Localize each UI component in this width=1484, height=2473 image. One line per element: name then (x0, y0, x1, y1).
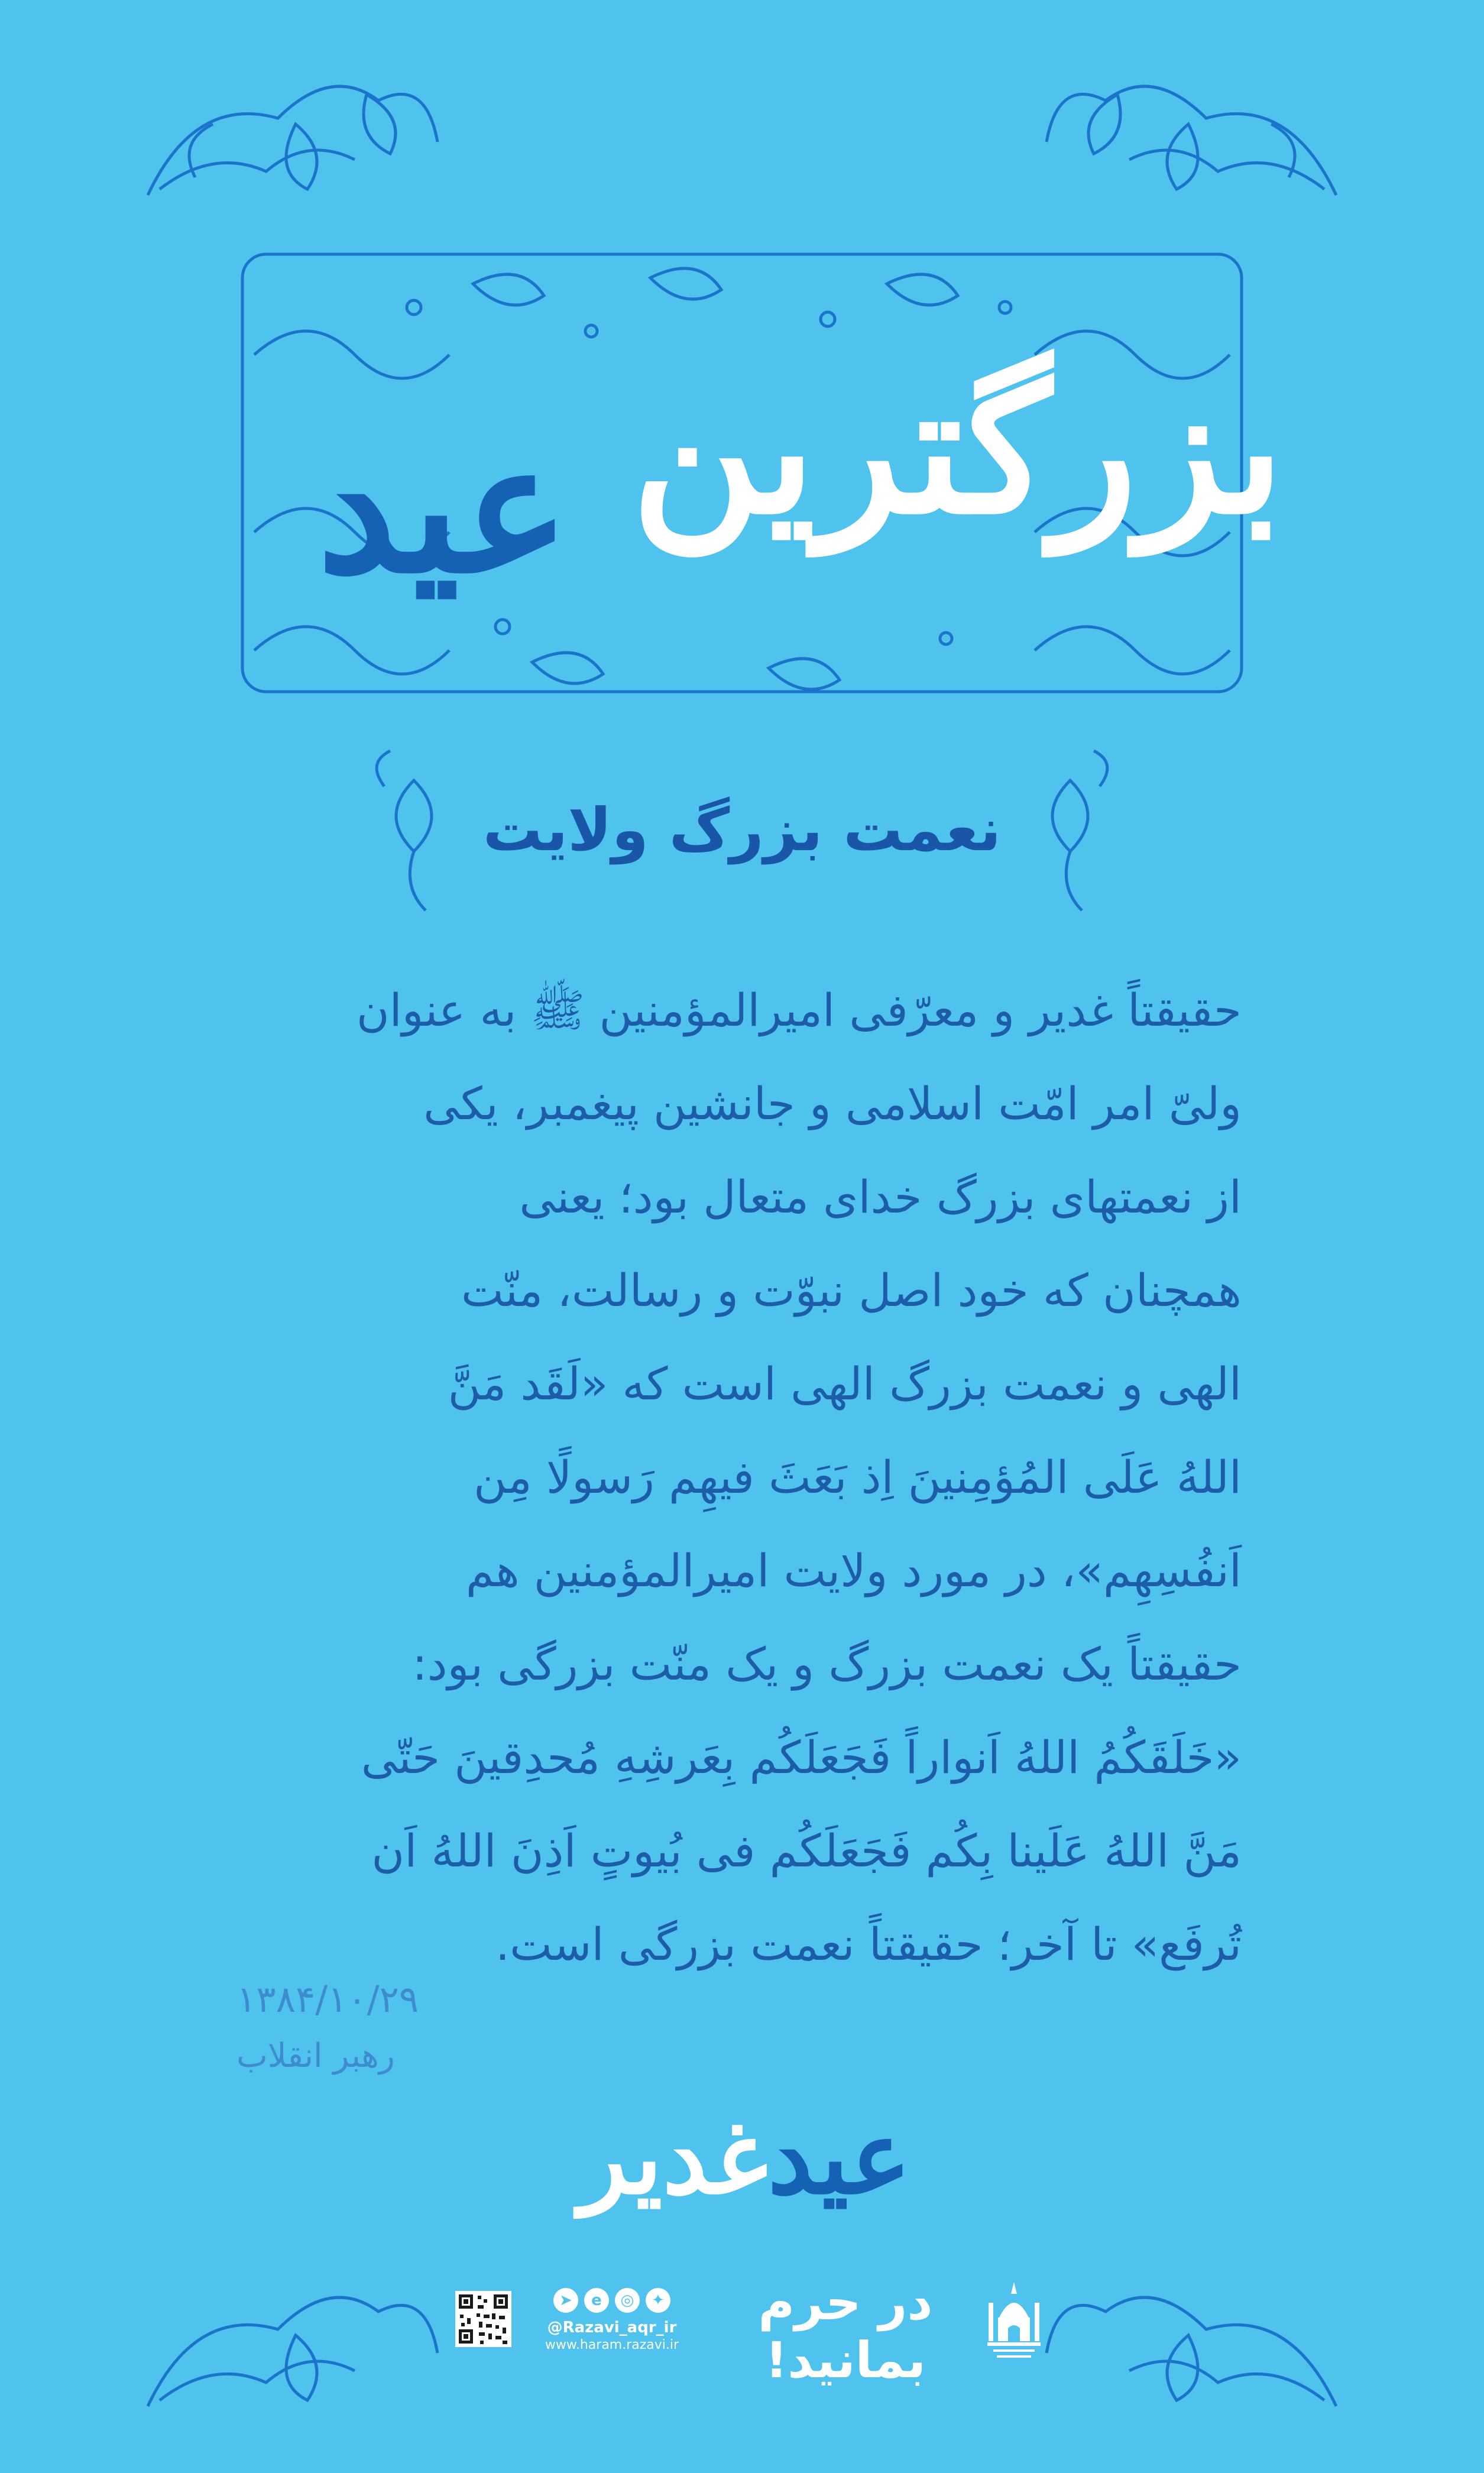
website-link[interactable]: www.haram.razavi.ir (545, 2338, 679, 2352)
social-icons-row (535, 2288, 689, 2313)
headline-blue-word: عید (317, 404, 570, 612)
eitaa-icon[interactable]: e (584, 2288, 609, 2313)
footer-slogan: در حرم بمانید! (758, 2273, 933, 2389)
quote-line: حقیقتاً غدیر و معرّفی امیرالمؤمنین ﷺ به عنوان (356, 984, 1242, 1036)
aparat-icon[interactable]: ✦ (646, 2288, 670, 2313)
quote-line: اللهُ عَلَی المُؤمِنینَ اِذ بَعَثَ فیهِم رَسولًا مِن (474, 1451, 1242, 1503)
quote-date: ۱۳۸۴/۱۰/۲۹ (236, 1978, 419, 2021)
subtitle: نعمت بزرگ ولایت (482, 795, 1002, 864)
quote-line: مَنَّ اللهُ عَلَینا بِکُم فَجَعَلَکُم فی بُیوتٍ اَذِنَ اللهُ اَن (371, 1824, 1242, 1877)
eid-ghadir-logo (520, 2099, 970, 2235)
instagram-icon[interactable]: ◎ (615, 2288, 640, 2313)
eid-logo-word-2: غدیر (579, 2099, 768, 2217)
social-links (535, 2288, 689, 2352)
quote-line: الهی و نعمت بزرگ الهی است که «لَقَد مَنَّ (448, 1357, 1242, 1410)
social-handle[interactable]: @Razavi_aqr_ir (547, 2319, 677, 2336)
quote-body (236, 964, 1242, 1991)
quote-line: همچنان که خود اصل نبوّت و رسالت، منّت (461, 1264, 1242, 1317)
title-calligraphy (195, 225, 1289, 715)
subtitle-right-ornament-icon (1052, 751, 1107, 910)
quote-line: تُرفَع» تا آخر؛ حقیقتاً نعمت بزرگی است. (495, 1918, 1242, 1970)
quote-line: حقیقتاً یک نعمت بزرگ و یک منّت بزرگی بود: (412, 1638, 1242, 1690)
headline-white-word: بزرگترین (631, 345, 1285, 553)
top-left-ornament-icon (148, 86, 438, 195)
quote-line: اَنفُسِهِم»، در مورد ولایت امیرالمؤمنین هم (465, 1544, 1242, 1597)
subtitle-left-ornament-icon (377, 751, 432, 910)
telegram-icon[interactable]: ➤ (553, 2288, 578, 2313)
quote-line: «خَلَقَکُمُ اللهُ اَنواراً فَجَعَلَکُم بِعَرشِهِ مُحدِقینَ حَتّی (361, 1731, 1242, 1784)
quote-signature: رهبر انقلاب (236, 2037, 395, 2075)
eid-logo-word-1: عید (767, 2099, 911, 2217)
quote-line: ولیّ امر امّت اسلامی و جانشین پیغمبر، یکی (423, 1077, 1242, 1130)
quote-line: از نعمتهای بزرگ خدای متعال بود؛ یعنی (519, 1171, 1242, 1223)
qr-code-icon (455, 2291, 511, 2347)
top-right-ornament-icon (1046, 86, 1336, 195)
